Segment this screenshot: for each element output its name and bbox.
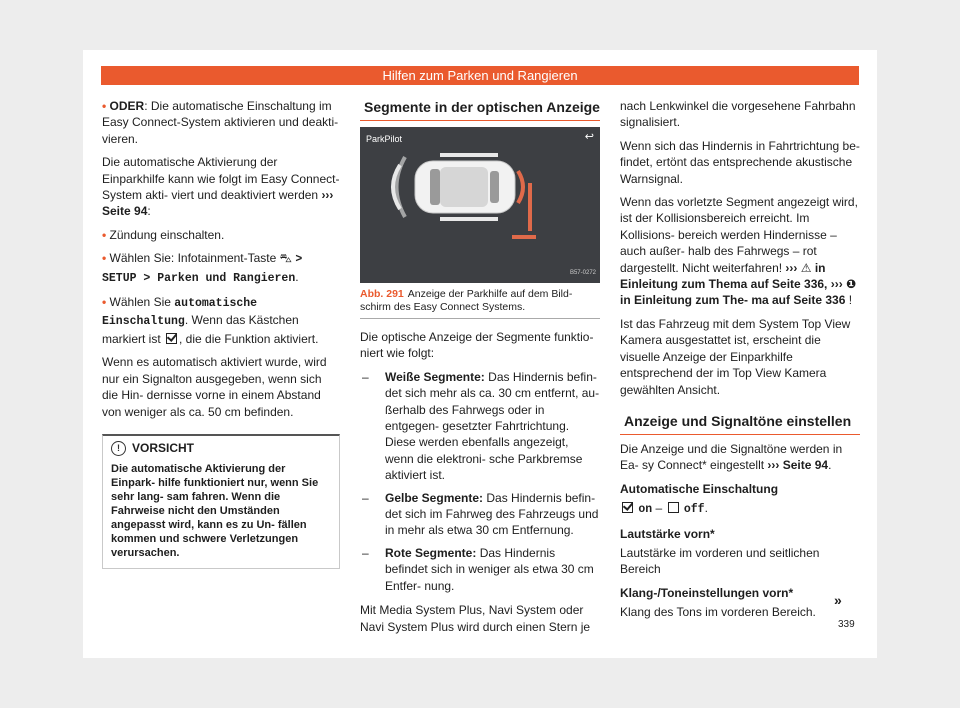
warning-title: VORSICHT bbox=[132, 440, 195, 455]
checkbox-empty-icon bbox=[668, 502, 679, 513]
figure-code: B57-0272 bbox=[569, 269, 596, 276]
paragraph: Wenn das vorletzte Segment angezeigt wird, ist der Kollisionsbereich erreicht. Im Kollisions- bereich werden Hindernisse – auch außer- halb des Fahrwegs – rot dargestellt. Nicht weiterfahren! ››› ⚠ in Einleitung zum Thema auf Seite 336, ››› ❶ in Einleitung zum The- ma auf Seite 336 ! bbox=[620, 195, 858, 308]
paragraph: Wenn sich das Hindernis in Fahrtrichtung be- findet, ertönt das entsprechende akustische Warnsignal. bbox=[620, 138, 860, 186]
parking-segment-red bbox=[518, 171, 523, 203]
car-rear-window bbox=[490, 171, 499, 203]
setting-options: on – off. bbox=[620, 500, 860, 518]
page-reference[interactable]: ››› Seite 94 bbox=[767, 458, 829, 473]
section-heading: Segmente in der optischen Anzeige bbox=[360, 98, 600, 121]
car-topview-illustration bbox=[360, 127, 600, 283]
bullet-icon: • bbox=[102, 99, 107, 113]
section-heading: Anzeige und Signaltöne einstellen bbox=[620, 412, 860, 435]
segment-list bbox=[360, 369, 600, 594]
parkpilot-figure bbox=[360, 127, 600, 283]
paragraph: Die automatische Aktivierung der Einparkhilfe kann wie folgt im Easy Connect-System akti- viert und deaktiviert werden ››› Seite 94: bbox=[102, 155, 340, 219]
paragraph: Ist das Fahrzeug mit dem System Top View Kamera ausgestattet ist, erscheint die visuelle Anzeige der Einparkhilfe entsprechend der im Top View Kamera gewählten Ansicht. bbox=[620, 316, 851, 397]
column-left bbox=[102, 98, 340, 569]
page-number: 339 bbox=[838, 619, 855, 630]
list-item: – Weiße Segmente: Das Hindernis befin- det sich mehr als ca. 30 cm entfernt, au- ßerhalb des Fahrwegs oder in entgegen- gesetzter Fahrtrichtung. Diese werden ebenfalls angezeigt, wenn die elektroni- sche Parkbremse aktiviert ist. bbox=[360, 369, 600, 484]
list-item: – Rote Segmente: Das Hindernis befindet sich in weniger als etwa 30 cm Entfer- nung. bbox=[360, 545, 600, 594]
warning-text: Die automatische Aktivierung der Einpark- hilfe funktioniert nur, wenn Sie sehr lang- sam fahren. Wenn die Fahrweise nicht den Umständen angepasst wird, kann es zu Un- fällen kommen und schwere Verletzungen verursachen. bbox=[111, 463, 319, 560]
bullet-icon: • bbox=[102, 227, 107, 242]
chapter-header: Hilfen zum Parken und Rangieren bbox=[101, 66, 859, 85]
checkbox-checked-icon bbox=[622, 502, 633, 513]
step: • Wählen Sie automatische Einschaltung. Wenn das Kästchen markiert ist , die die Funktion aktiviert. bbox=[102, 295, 319, 346]
warning-reference-link[interactable]: ››› ⚠ in Einleitung zum Thema auf Seite 336, ››› ❶ in Einleitung zum The- ma auf Seite 336 bbox=[620, 260, 857, 308]
step: • Wählen Sie: Infotainment-Taste ⛍ > SETUP > Parken und Rangieren. bbox=[102, 251, 303, 285]
setting-title: Klang-/Toneinstellungen vorn* bbox=[620, 585, 794, 600]
column-middle bbox=[360, 98, 600, 642]
bullet-icon: • bbox=[102, 295, 107, 310]
continue-marker: » bbox=[834, 592, 842, 608]
back-icon: ↩ bbox=[584, 131, 594, 143]
warning-box bbox=[102, 434, 340, 569]
car-menu-icon: ⛍ bbox=[279, 251, 293, 266]
paragraph: Die optische Anzeige der Segmente funktio- niert wie folgt: bbox=[360, 330, 594, 361]
paragraph-oder: • ODER: Die automatische Einschaltung im Easy Connect-System aktivieren und deakti- vieren. bbox=[102, 99, 339, 146]
setting-title: Lautstärke vorn* bbox=[620, 526, 715, 541]
column-right bbox=[620, 98, 860, 628]
bullet-icon: • bbox=[102, 251, 107, 266]
figure-title: ParkPilot bbox=[366, 134, 403, 144]
setting-description: Klang des Tons im vorderen Bereich. bbox=[620, 605, 816, 620]
paragraph: Die Anzeige und die Signaltöne werden in Ea- sy Connect* eingestellt ››› Seite 94. bbox=[620, 441, 843, 473]
step: • Zündung einschalten. bbox=[102, 227, 225, 242]
paragraph: nach Lenkwinkel die vorgesehene Fahrbahn signalisiert. bbox=[620, 99, 856, 130]
setting-title: Automatische Einschaltung bbox=[620, 481, 779, 496]
list-item: – Gelbe Segmente: Das Hindernis befin- det sich im Fahrweg des Fahrzeugs und in mehr als etwa 30 cm Entfernung. bbox=[360, 490, 600, 539]
paragraph: Wenn es automatisch aktiviert wurde, wird nur ein Signalton ausgegeben, wenn sich die Hin- dernisse vorne in einem Abstand von weniger als ca. 50 cm befinden. bbox=[102, 355, 327, 419]
car-roof bbox=[440, 167, 488, 207]
page-reference[interactable]: ››› Seite 94 bbox=[102, 188, 334, 219]
warning-icon: ! bbox=[111, 441, 126, 456]
checkbox-checked-icon bbox=[166, 333, 177, 344]
figure-caption: Abb. 291 Anzeige der Parkhilfe auf dem Bild- schirm des Easy Connect Systems. bbox=[360, 283, 600, 319]
paragraph: Mit Media System Plus, Navi System oder Navi System Plus wird durch einen Stern je bbox=[360, 603, 591, 634]
car-windshield bbox=[430, 169, 440, 205]
setting-description: Lautstärke im vorderen und seitlichen Bereich bbox=[620, 545, 820, 577]
